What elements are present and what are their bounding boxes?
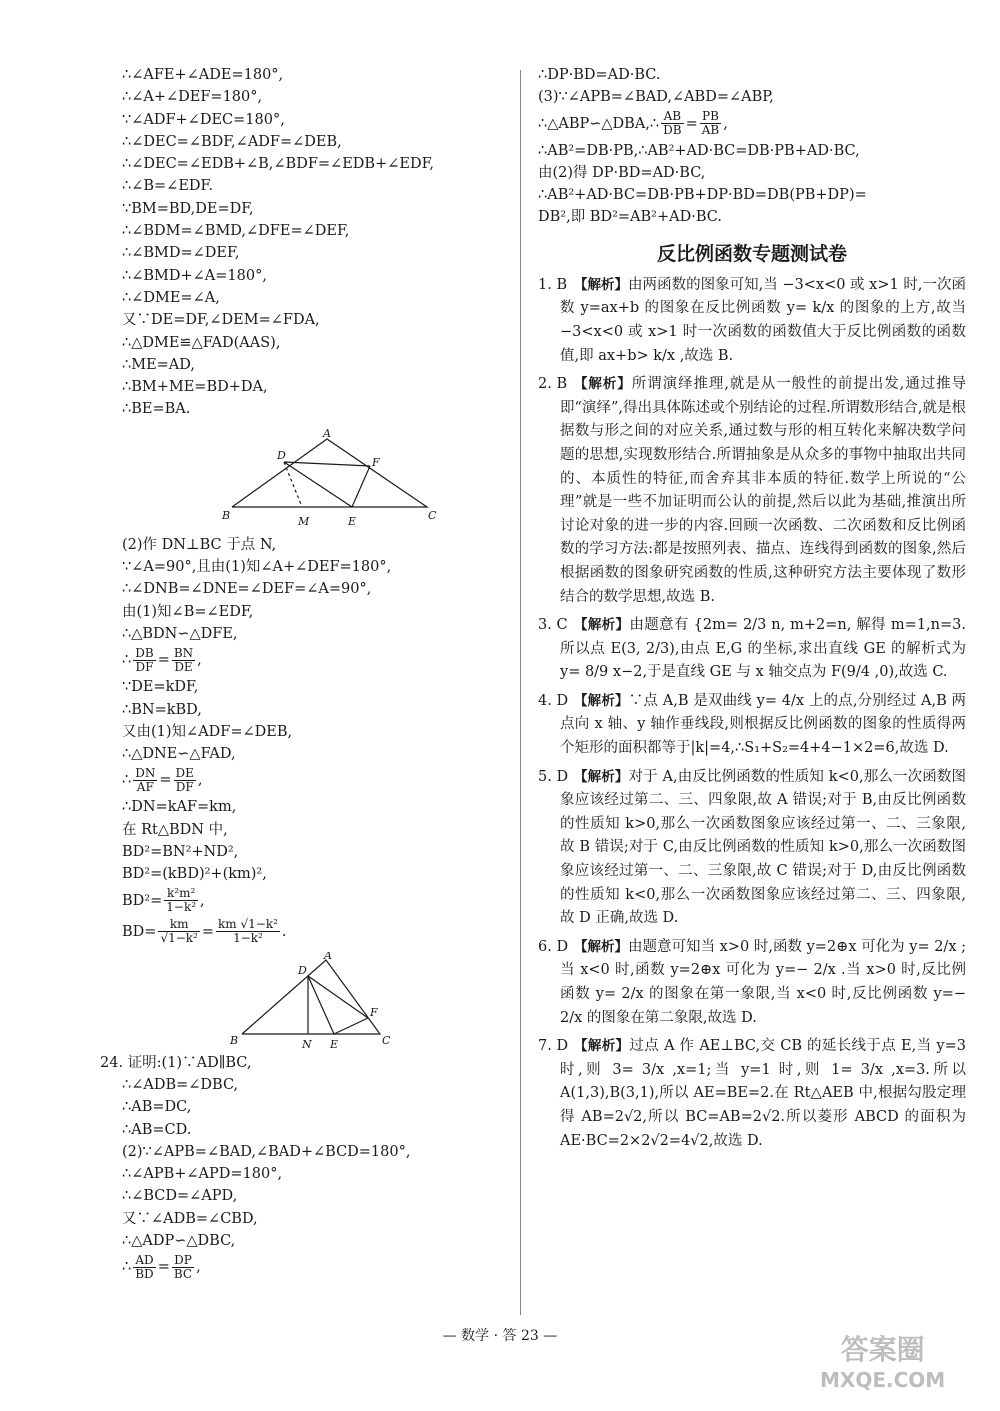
answer-item <box>538 690 966 761</box>
text-line: ∴BE=BA. <box>122 401 191 418</box>
answer-item <box>538 936 966 1030</box>
triangle-figure-1 <box>222 429 442 534</box>
text-line: ∴∠APB+∠APD=180°, <box>122 1166 283 1183</box>
text-line: ∴∠DEC=∠EDB+∠B,∠BDF=∠EDB+∠EDF, <box>122 156 434 173</box>
analysis-tag: 【解析】 <box>574 376 632 393</box>
text-line: ∴AB=CD. <box>122 1121 192 1138</box>
triangle-figure-2 <box>230 952 400 1052</box>
denominator: BC <box>173 1266 193 1281</box>
text-line: ∴∠BMD+∠A=180°, <box>122 267 267 284</box>
ratio-line-3: ∴ $\frac{AD}{BD}$ = $\frac{DP}{BC}$ , <box>122 1252 201 1281</box>
analysis-text: 由题意有 {2m= 2/3 n, m+2=n, 解得 m=1,n=3.所以点 E(3, 2/3),由点 E,G 的坐标,求出直线 GE 的解析式为 y= 8/9 x−2,于是直线 GE 与 x 轴交点为 F(9/4 ,0),故选 C. <box>560 617 966 681</box>
proof-lines-part3 <box>122 676 500 765</box>
fig2-label-b: B <box>230 1033 239 1047</box>
answer-items <box>538 274 966 1153</box>
fig2-label-a: A <box>324 951 332 962</box>
text-line: ∴AB²=DB·PB,∴AB²+AD·BC=DB·PB+AD·BC, <box>538 142 860 159</box>
fraction <box>700 110 721 137</box>
proof-lines-part1 <box>122 64 500 421</box>
fraction <box>174 767 196 794</box>
proof-lines-part4 <box>122 796 500 885</box>
text-line: ∴∠DME=∠A, <box>122 289 220 306</box>
fig1-label-m: M <box>298 514 310 528</box>
numerator: AD <box>133 1254 155 1268</box>
text-line: ∴△DME≌△FAD(AAS), <box>122 334 281 351</box>
analysis-tag: 【解析】 <box>574 617 630 634</box>
ratio-prefix: ∴ <box>122 772 132 789</box>
text-line: (2)∵∠APB=∠BAD,∠BAD+∠BCD=180°, <box>122 1143 411 1160</box>
answer-number: 3. C <box>538 617 568 634</box>
analysis-tag: 【解析】 <box>574 768 629 785</box>
numerator: AB <box>661 110 683 124</box>
equation-bd <box>122 917 500 948</box>
left-column <box>100 64 500 1283</box>
site-watermark <box>820 1335 945 1395</box>
denominator: DE <box>174 659 193 674</box>
analysis-text: 过点 A 作 AE⊥BC,交 CB 的延长线于点 E,当 y=3 时,则 3= 3/x ,x=1;当 y=1 时,则 1= 3/x ,x=3.所以 A(1,3),B(3,1),所以 AE=BE=2.在 Rt△AEB 中,根据勾股定理得 AB=2√2,所以 BC=AB=2√2.所以菱形 ABCD 的面积为 AE·BC=2×2√2=4√2,故选 D. <box>560 1038 966 1149</box>
analysis-text: 由两函数的图象可知,当 −3<x<0 或 x>1 时,一次函数 y=ax+b 的图象在反比例函数 y= k/x 的图象的上方,故当 −3<x<0 或 x>1 时一次函数的函数值大于反比例函数的函数值,即 ax+b> k/x ,故选 B. <box>560 276 966 364</box>
equation-tail: , <box>200 892 205 909</box>
page-footer: — 数学 · 答 23 — <box>442 1328 558 1344</box>
proof-lines-part2 <box>122 534 500 645</box>
text-line: ∴DN=kAF=km, <box>122 799 237 816</box>
equals-sign: = <box>685 115 698 132</box>
ratio-line-1: ∴ $\frac{DB}{DF}$ = $\frac{BN}{DE}$ , <box>122 645 202 674</box>
denominator: 1−k² <box>166 900 197 915</box>
answer-item <box>538 274 966 368</box>
answer-number: 6. D <box>538 938 569 955</box>
analysis-text: 由题意可知当 x>0 时,函数 y=2⊕x 可化为 y= 2/x ;当 x<0 时,函数 y=2⊕x 可化为 y=− 2/x .当 x>0 时,反比例函数 y= 2/x 的图象在第一象限,当 x<0 时,反比例函数 y=− 2/x 的图象在第二象限,故选 D. <box>560 938 966 1026</box>
numerator: BN <box>173 645 194 660</box>
ratio-tail: , <box>723 115 728 132</box>
text-line: 由(1)知∠B=∠EDF, <box>122 603 254 620</box>
answer-item <box>538 766 966 931</box>
text-line: ∴∠DNB=∠DNE=∠DEF=∠A=90°, <box>122 581 372 598</box>
fraction <box>133 767 157 794</box>
numerator: DE <box>175 765 194 780</box>
text-line: DB²,即 BD²=AB²+AD·BC. <box>538 209 722 226</box>
text-line: 又由(1)知∠ADF=∠DEB, <box>122 723 293 740</box>
ratio-prefix: ∴ <box>122 652 132 669</box>
answer-number: 5. D <box>538 768 569 785</box>
text-line: ∴∠A+∠DEF=180°, <box>122 89 263 106</box>
equals-sign: = <box>201 923 215 940</box>
fraction <box>172 647 195 674</box>
text-line: ∴∠ADB=∠DBC, <box>122 1076 239 1093</box>
text-line: ∴△DNE∽△FAD, <box>122 746 236 763</box>
answer-body <box>560 1038 966 1148</box>
fig1-label-f: F <box>372 455 380 469</box>
denominator: 1−k² <box>233 931 263 946</box>
proof-conclusion-lines <box>538 140 966 229</box>
text-line: (3)∵∠APB=∠BAD,∠ABD=∠ABP, <box>538 89 774 106</box>
fig2-label-c: C <box>382 1033 391 1047</box>
analysis-text: 所谓演绎推理,就是从一般性的前提出发,通过推导即“演绎”,得出具体陈述或个别结论的过程.所谓数形结合,就是根据数与形之间的对应关系,通过数与形的相互转化来解决数学问题的思想,实现数形结合.所谓抽象是从众多的事物中抽取出共同的、本质性的特征,而舍弃其非本质的特征.数学上所说的“公理”就是一些不加证明而公认的前提,然后以此为基础,推演出所讨论对象的进一步的内容.回顾一次函数、二次函数和反比例函数的学习方法:都是按照列表、描点、连线得到函数的图象,然后根据函数的图象研究函数的性质,这种研究方法主要体现了数形结合的数学思想,故选 B. <box>560 376 967 605</box>
text-line: ∴∠BDM=∠BMD,∠DFE=∠DEF, <box>122 223 350 240</box>
text-line: BD²=(kBD)²+(km)², <box>122 866 267 883</box>
fraction <box>661 110 683 137</box>
numerator: DP <box>172 1254 194 1268</box>
numerator: PB <box>700 110 721 124</box>
fraction <box>133 1254 155 1281</box>
answer-body <box>560 376 966 604</box>
text-line: ∵DE=kDF, <box>122 679 199 696</box>
text-line: ∵BM=BD,DE=DF, <box>122 200 254 217</box>
equation-lhs: BD²= <box>122 892 163 909</box>
denominator: √1−k² <box>160 931 198 946</box>
text-line: ∴∠B=∠EDF. <box>122 178 213 195</box>
fig1-label-d: D <box>277 448 286 462</box>
section-title: 反比例函数专题测试卷 <box>656 242 847 265</box>
fig2-label-d: D <box>298 963 307 977</box>
equation-lhs: BD= <box>122 923 157 940</box>
analysis-tag: 【解析】 <box>574 276 629 293</box>
text-line: ∴AB²+AD·BC=DB·PB+DP·BD=DB(PB+DP)= <box>538 187 867 204</box>
denominator: DF <box>175 779 194 794</box>
numerator: DB <box>135 645 154 660</box>
analysis-tag: 【解析】 <box>574 938 629 955</box>
equation-bd-squared <box>122 886 500 917</box>
text-line: ∴∠DEC=∠BDF,∠ADF=∠DEB, <box>122 133 342 150</box>
denominator: BD <box>135 1266 154 1281</box>
watermark-logo-text: 答案圈 <box>840 1333 925 1366</box>
fig1-label-e: E <box>348 514 357 528</box>
analysis-tag: 【解析】 <box>574 1038 630 1055</box>
analysis-text: ∵点 A,B 是双曲线 y= 4/x 上的点,分别经过 A,B 两点向 x 轴、y 轴作垂线段,则根据反比例函数的图象的性质得两个矩形的面积都等于|k|=4,∴S₁+S₂=4+4−1×2=6,故选 D. <box>560 692 967 757</box>
denominator: DB <box>663 123 682 138</box>
numerator: DN <box>135 765 156 780</box>
numerator: km <box>158 918 199 932</box>
text-line: BD²=BN²+ND², <box>122 844 239 861</box>
text-line: ∴ME=AD, <box>122 356 195 373</box>
answer-number: 2. B <box>538 376 568 393</box>
answer-item <box>538 373 966 609</box>
denominator: AF <box>136 779 154 794</box>
text-line: ∴BN=kBD, <box>122 701 202 718</box>
text-line: 由(2)得 DP·BD=AD·BC, <box>538 164 706 181</box>
fraction <box>133 647 155 674</box>
text-line: ∴△BDN∽△DFE, <box>122 625 238 642</box>
text-line: ∴△ADP∽△DBC, <box>122 1232 236 1249</box>
text-line: ∵∠A=90°,且由(1)知∠A+∠DEF=180°, <box>122 559 392 576</box>
text-line: 又∵∠ADB=∠CBD, <box>122 1210 258 1227</box>
similar-triangle-ratio <box>538 109 966 140</box>
text-line: ∴∠AFE+∠ADE=180°, <box>122 67 284 83</box>
answer-body <box>560 769 966 927</box>
fig2-label-f: F <box>370 1005 378 1019</box>
denominator: DF <box>135 659 154 674</box>
proof-24-heading <box>100 1052 500 1074</box>
ratio-prefix: ∴△ABP∽△DBA,∴ <box>538 115 660 132</box>
answer-body <box>560 939 966 1026</box>
proof-continuation-lines <box>538 64 966 109</box>
answer-body <box>560 693 966 756</box>
analysis-tag: 【解析】 <box>574 692 629 709</box>
proof-24-lines <box>122 1074 500 1252</box>
answer-item <box>538 1035 966 1153</box>
text-line: ∴BM+ME=BD+DA, <box>122 379 268 396</box>
text-line: ∴∠BMD=∠DEF, <box>122 245 240 262</box>
answer-item <box>538 614 966 685</box>
equation-tail: . <box>281 923 287 940</box>
fig1-label-c: C <box>428 508 437 522</box>
answer-body <box>560 277 966 364</box>
text-line: (2)作 DN⊥BC 于点 N, <box>122 536 277 553</box>
fig1-label-b: B <box>222 508 231 522</box>
answer-number: 1. B <box>538 276 568 293</box>
text-line: ∴DP·BD=AD·BC. <box>538 67 661 83</box>
proof-24-head-text: 24. 证明:(1)∵AD∥BC, <box>100 1054 252 1071</box>
answer-number: 7. D <box>538 1038 569 1055</box>
column-divider <box>520 70 521 1315</box>
denominator: AB <box>701 123 720 138</box>
ratio-line-2: ∴ $\frac{DN}{AF}$ = $\frac{DE}{DF}$ , <box>122 765 203 794</box>
text-line: 在 Rt△BDN 中, <box>122 821 228 838</box>
fig1-label-a: A <box>323 428 331 440</box>
numerator: km √1−k² <box>218 917 278 932</box>
text-line: ∴∠BCD=∠APD, <box>122 1188 238 1205</box>
watermark-url-text: MXQE.COM <box>820 1368 946 1392</box>
fig2-label-n: N <box>302 1037 312 1051</box>
text-line: ∵∠ADF+∠DEC=180°, <box>122 111 285 128</box>
ratio-prefix: ∴ <box>122 1259 132 1276</box>
answer-body <box>560 617 966 680</box>
answer-number: 4. D <box>538 692 569 709</box>
fig2-label-e: E <box>330 1037 339 1051</box>
text-line: ∴AB=DC, <box>122 1099 192 1116</box>
fraction <box>216 918 280 945</box>
fraction <box>172 1254 194 1281</box>
numerator: k²m² <box>164 887 198 901</box>
analysis-text: 对于 A,由反比例函数的性质知 k<0,那么一次函数图象应该经过第二、三、四象限,故 A 错误;对于 B,由反比例函数的性质知 k>0,那么一次函数图象应该经过第一、二、三象限,故 B 错误;对于 C,由反比例函数的性质知 k>0,那么一次函数图象应该经过第一、二、三象限,故 C 错误;对于 D,由反比例函数的性质知 k<0,那么一次函数图象应该经过第二、三、四象限,故 D 正确,故选 D. <box>560 768 966 927</box>
right-column <box>538 64 966 1158</box>
fraction <box>158 918 199 945</box>
text-line: 又∵DE=DF,∠DEM=∠FDA, <box>122 312 320 329</box>
fraction <box>164 887 198 914</box>
